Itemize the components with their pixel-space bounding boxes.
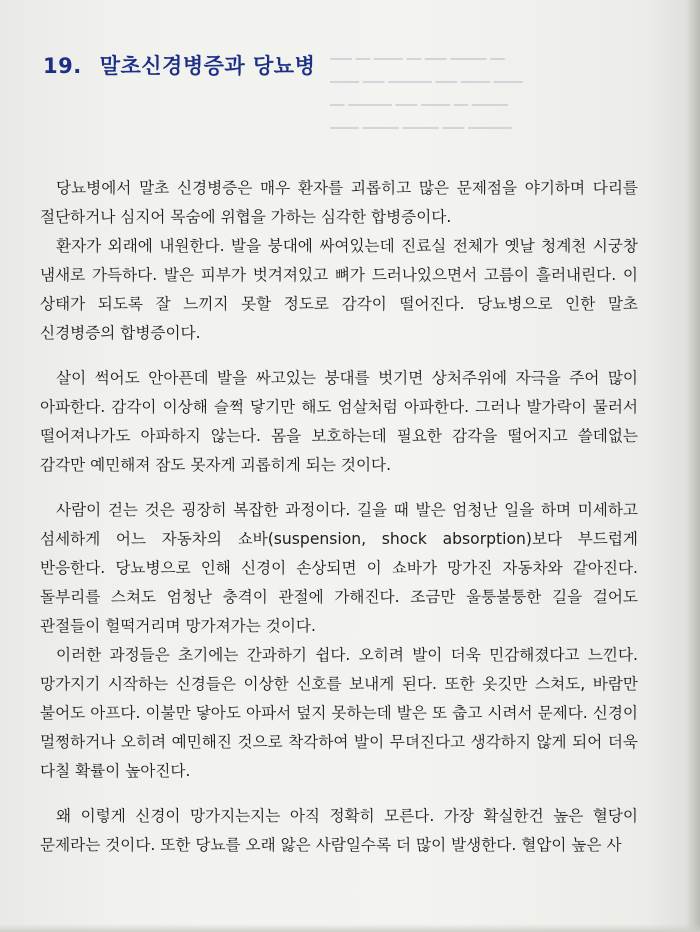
section-number: 19.: [43, 54, 82, 78]
section-title: 말초신경병증과 당뇨병: [99, 54, 316, 78]
paragraph: 살이 썩어도 안아픈데 발을 싸고있는 붕대를 벗기면 상처주위에 자극을 주어 많이 아파한다. 감각이 이상해 슬쩍 닿기만 해도 엄살처럼 아파한다. 그러나 발가락이 물러서 떨어져나가도 아파하지 않는다. 몸을 보호하는데 필요한 감각을 떨어지고 쓸데없는 감각만 예민해져 잠도 못자게 괴롭히게 되는 것이다.: [40, 369, 638, 474]
paragraph: 당뇨병에서 말초 신경병증은 매우 환자를 괴롭히고 많은 문제점을 야기하며 다리를 절단하거나 심지어 목숨에 위협을 가하는 심각한 합병증이다.: [40, 179, 638, 226]
body-text: [40, 174, 638, 860]
page-edge-shadow: [686, 0, 700, 932]
page-bottom-edge: [0, 924, 700, 932]
paragraph: 왜 이렇게 신경이 망가지는지는 아직 정확히 모른다. 가장 확실한건 높은 혈당이 문제라는 것이다. 또한 당뇨를 오래 앓은 사람일수록 더 많이 발생한다. 혈압이 높은 사: [40, 807, 638, 854]
paragraph: 환자가 외래에 내원한다. 발을 붕대에 싸여있는데 진료실 전체가 옛날 청계천 시궁창 냄새로 가득하다. 발은 피부가 벗겨져있고 뼈가 드러나있으면서 고름이 흘러내린다. 이 상태가 되도록 잘 느끼지 못할 정도로 감각이 떨어진다. 당뇨병으로 인한 말초 신경병증의 합병증이다.: [40, 237, 638, 342]
bleed-through-text: ━━━ ━━ ━━━━ ━━ ━━━ ━━━━━ ━━ ━━━━ ━━━ ━━━━━━ ━━━ ━━━━ ━━━━ ━━ ━━━━━━ ━━━ ━━━━ ━━ ━━━━━ ━━━━ ━━━━━ ━━━━━ ━━━ ━━━━━━: [330, 52, 523, 135]
paragraph: 사람이 걷는 것은 굉장히 복잡한 과정이다. 길을 때 발은 엄청난 일을 하며 미세하고 섬세하게 어느 자동차의 쇼바(suspension, shock absorption)보다 부드럽게 반응한다. 당뇨병으로 인해 신경이 손상되면 이 쇼바가 망가진 자동차와 같아진다. 돌부리를 스쳐도 엄청난 충격이 관절에 가해진다. 조금만 울퉁불퉁한 길을 걸어도 관절들이 헐떡거리며 망가져가는 것이다.: [40, 501, 638, 635]
paragraph: 이러한 과정들은 초기에는 간과하기 쉽다. 오히려 발이 더욱 민감해졌다고 느낀다. 망가지기 시작하는 신경들은 이상한 신호를 보내게 된다. 또한 옷깃만 스쳐도, 바람만 불어도 아프다. 이불만 닿아도 아파서 덮지 못하는데 발은 또 춥고 시려서 문제다. 신경이 멀쩡하거나 오히려 예민해진 것으로 착각하여 발이 무뎌진다고 생각하지 않게 되어 더욱 다칠 확률이 높아진다.: [40, 646, 638, 780]
section-heading: [43, 50, 315, 80]
